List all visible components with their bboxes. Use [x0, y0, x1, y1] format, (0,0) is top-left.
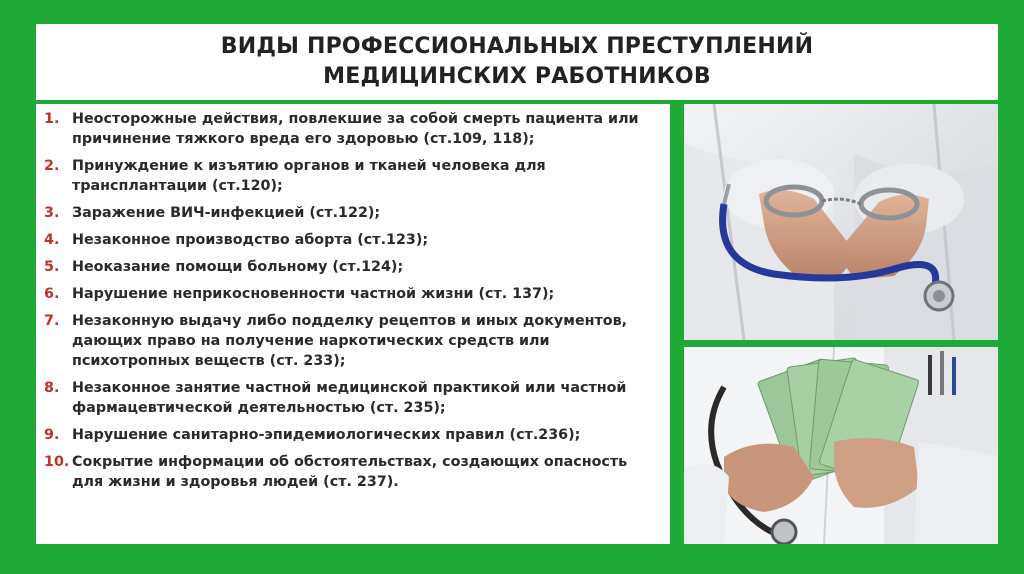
list-item: [44, 203, 660, 223]
item-text: Неосторожные действия, повлекшие за собой смерть пациента или причинение тяжкого вреда его здоровью (ст.109, 118);: [72, 111, 639, 147]
item-text: Незаконное занятие частной медицинской практикой или частной фармацевтической деятельностью (ст. 235);: [72, 380, 627, 416]
list-item: [44, 230, 660, 250]
bribe-money-photo: [684, 347, 998, 544]
item-number: 4.: [44, 232, 60, 248]
title-line-1: ВИДЫ ПРОФЕССИОНАЛЬНЫХ ПРЕСТУПЛЕНИЙ: [220, 34, 814, 59]
item-number: 10.: [44, 454, 70, 470]
list-item: [44, 425, 660, 445]
item-text: Сокрытие информации об обстоятельствах, создающих опасность для жизни и здоровья людей (ст. 237).: [72, 454, 628, 490]
title-line-2: МЕДИЦИНСКИХ РАБОТНИКОВ: [323, 64, 711, 89]
item-number: 6.: [44, 286, 60, 302]
list-item: [44, 378, 660, 418]
item-text: Незаконную выдачу либо подделку рецептов и иных документов, дающих право на получение наркотических средств или психотропных веществ (ст. 233);: [72, 313, 628, 369]
item-text: Неоказание помощи больному (ст.124);: [72, 259, 404, 275]
list-item: [44, 452, 660, 492]
item-text: Принуждение к изъятию органов и тканей человека для трансплантации (ст.120);: [72, 158, 546, 194]
item-number: 3.: [44, 205, 60, 221]
list-item: [44, 109, 660, 149]
item-number: 8.: [44, 380, 60, 396]
title-box: [36, 24, 998, 100]
item-text: Заражение ВИЧ-инфекцией (ст.122);: [72, 205, 381, 221]
list-item: [44, 257, 660, 277]
item-number: 9.: [44, 427, 60, 443]
item-number: 7.: [44, 313, 60, 329]
item-number: 5.: [44, 259, 60, 275]
list-item: [44, 284, 660, 304]
item-number: 1.: [44, 111, 60, 127]
item-text: Нарушение неприкосновенности частной жизни (ст. 137);: [72, 286, 555, 302]
handcuffed-doctor-photo: [684, 104, 998, 340]
crimes-list: [44, 109, 660, 492]
list-item: [44, 156, 660, 196]
item-text: Незаконное производство аборта (ст.123);: [72, 232, 429, 248]
item-number: 2.: [44, 158, 60, 174]
crimes-list-panel: [36, 104, 670, 544]
item-text: Нарушение санитарно-эпидемиологических правил (ст.236);: [72, 427, 581, 443]
list-item: [44, 311, 660, 371]
